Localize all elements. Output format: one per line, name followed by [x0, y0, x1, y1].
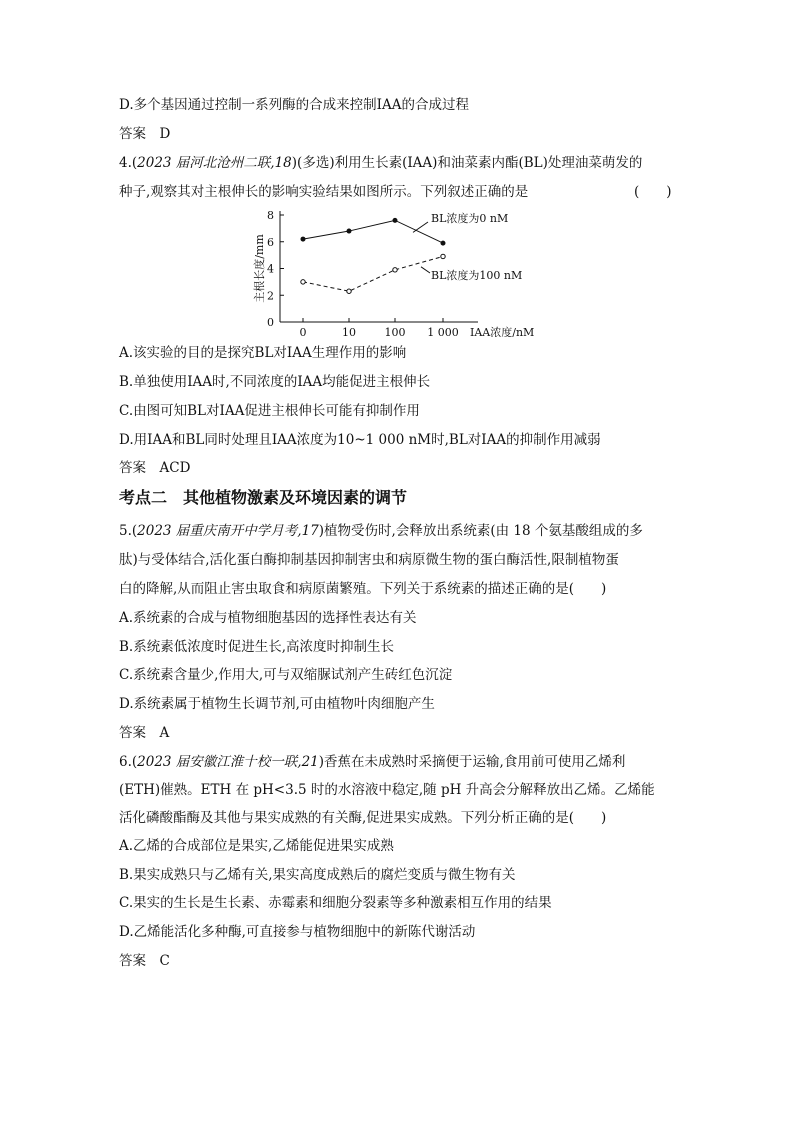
q4-option-a: A.该实验的目的是探究BL对IAA生理作用的影响 [119, 345, 407, 361]
series-line-1 [303, 220, 443, 243]
y-axis [280, 211, 284, 322]
legend-labels [413, 211, 522, 282]
q6-stem-line2: (ETH)催熟。ETH 在 pH<3.5 时的水溶液中稳定,随 pH 升高会分解释放出乙烯。乙烯能 [119, 782, 655, 798]
xtick-labels [300, 325, 535, 337]
q4-source: 2023 届河北沧州二联,18 [137, 155, 292, 171]
data-point [441, 254, 445, 258]
legend-label-1: BL浓度为0 nM [431, 212, 509, 225]
q6-option-b: B.果实成熟只与乙烯有关,果实高度成熟后的腐烂变质与微生物有关 [119, 867, 516, 883]
ytick-labels [252, 209, 274, 329]
y-axis-label: 主根长度/mm [253, 234, 266, 303]
y-tick-label: 0 [267, 316, 274, 329]
q4-stem-line1: 4.(2023 届河北沧州二联,18)(多选)利用生长素(IAA)和油菜素内酯(BL)处理油菜萌发的 [119, 155, 643, 171]
q5-option-b: B.系统素低浓度时促进生长,高浓度时抑制生长 [119, 639, 395, 655]
q4-stem-line2: 种子,观察其对主根伸长的影响实验结果如图所示。下列叙述正确的是 [119, 184, 529, 200]
q5-source: 2023 届重庆南开中学月考,17 [137, 523, 319, 539]
data-point [393, 268, 397, 272]
data-point [347, 229, 351, 233]
y-tick-label: 6 [267, 235, 274, 249]
x-axis [280, 318, 478, 322]
y-tick-label: 4 [267, 262, 274, 276]
x-tick-label: 100 [384, 326, 406, 337]
q5-stem-line2: 肽)与受体结合,活化蛋白酶抑制基因抑制害虫和病原微生物的蛋白酶活性,限制植物蛋 [119, 552, 619, 568]
q5-stem-line3: 白的降解,从而阻止害虫取食和病原菌繁殖。下列关于系统素的描述正确的是( ) [119, 581, 607, 597]
y-tick-label: 2 [267, 289, 274, 303]
q6-option-c: C.果实的生长是生长素、赤霉素和细胞分裂素等多种激素相互作用的结果 [119, 895, 552, 911]
data-point [301, 237, 305, 241]
q3-answer: 答案 D [119, 126, 171, 142]
y-tick-label: 8 [267, 209, 274, 222]
x-tick-label: 1 000 [427, 326, 459, 337]
q6-answer: 答案 C [119, 953, 170, 969]
x-axis-label: IAA浓度/nM [470, 326, 535, 337]
legend-label-2: BL浓度为100 nM [431, 269, 523, 282]
q6-stem-line3: 活化磷酸酯酶及其他与果实成熟的有关酶,促进果实成熟。下列分析正确的是( ) [119, 810, 607, 826]
q6-option-a: A.乙烯的合成部位是果实,乙烯能促进果实成熟 [119, 838, 394, 854]
q4-answer-bracket: ( ) [634, 184, 672, 200]
iaa-bl-line-chart [250, 205, 570, 337]
q5-option-c: C.系统素含量少,作用大,可与双缩脲试剂产生砖红色沉淀 [119, 667, 453, 683]
q4-answer: 答案 ACD [119, 460, 191, 476]
section-title: 考点二 其他植物激素及环境因素的调节 [119, 488, 408, 507]
data-point [441, 241, 445, 245]
x-tick-label: 0 [299, 326, 307, 337]
data-point [301, 280, 305, 284]
series-line-2 [303, 256, 443, 291]
x-tick-label: 10 [342, 326, 356, 337]
data-point [393, 218, 397, 222]
q3-option-d: D.多个基因通过控制一系列酶的合成来控制IAA的合成过程 [119, 97, 469, 113]
q5-answer: 答案 A [119, 725, 170, 741]
q4-option-c: C.由图可知BL对IAA促进主根伸长可能有抑制作用 [119, 403, 420, 419]
q4-option-d: D.用IAA和BL同时处理且IAA浓度为10~1 000 nM时,BL对IAA的抑制作用减弱 [119, 432, 601, 448]
q6-stem-line1: 6.(2023 届安徽江淮十校一联,21)香蕉在未成熟时采摘便于运输,食用前可使用乙烯利 [119, 754, 626, 770]
q5-option-d: D.系统素属于植物生长调节剂,可由植物叶肉细胞产生 [119, 696, 435, 712]
legend-leader-1 [413, 222, 428, 232]
q5-stem-line1: 5.(2023 届重庆南开中学月考,17)植物受伤时,会释放出系统素(由 18 个氨基酸组成的多 [119, 523, 643, 539]
series-markers [301, 218, 445, 293]
legend-leader-2 [421, 267, 430, 273]
series-lines [303, 220, 443, 291]
q5-option-a: A.系统素的合成与植物细胞基因的选择性表达有关 [119, 610, 417, 626]
q6-source: 2023 届安徽江淮十校一联,21 [137, 754, 319, 770]
data-point [347, 289, 351, 293]
q4-option-b: B.单独使用IAA时,不同浓度的IAA均能促进主根伸长 [119, 374, 431, 390]
q6-option-d: D.乙烯能活化多种酶,可直接参与植物细胞中的新陈代谢活动 [119, 924, 476, 940]
